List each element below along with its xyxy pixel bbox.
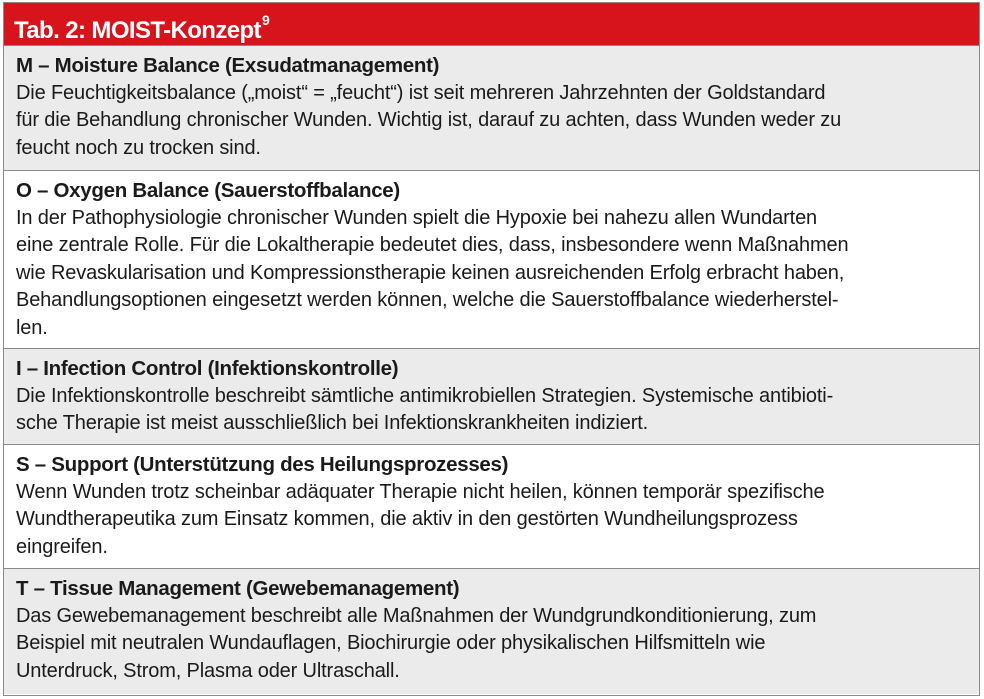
row-heading: S – Support (Unterstützung des Heilungsprozesses) (16, 453, 509, 476)
text-line: für die Behandlung chronischer Wunden. Wichtig ist, darauf zu achten, dass Wunden weder zu (16, 109, 842, 131)
text-line: len. (16, 316, 48, 339)
row-infection-control (4, 348, 979, 444)
text-line: feucht noch zu trocken sind. (16, 136, 261, 159)
text-line: Wundtherapeutika zum Einsatz kommen, die aktiv in den gestörten Wundheilungsprozess (16, 508, 798, 530)
text-line: eingreifen. (16, 535, 108, 558)
table-title: Tab. 2: MOIST-Konzept (14, 17, 261, 44)
text-line: Das Gewebemanagement beschreibt alle Maßnahmen der Wundgrundkonditionierung, zum (16, 604, 817, 627)
footnote-marker: 9 (261, 12, 270, 28)
text-line: Die Infektionskontrolle beschreibt sämtliche antimikrobiellen Strategien. Systemische antibioti- (16, 384, 834, 407)
text-line: Beispiel mit neutralen Wundauflagen, Biochirurgie oder physikalischen Hilfsmitteln wie (16, 632, 766, 654)
row-text (16, 80, 967, 163)
row-heading: O – Oxygen Balance (Sauerstoffbalance) (16, 179, 400, 202)
row-heading: I – Infection Control (Infektionskontrolle) (16, 357, 399, 380)
moist-table (3, 2, 980, 696)
row-text (16, 205, 967, 343)
row-heading: T – Tissue Management (Gewebemanagement) (16, 577, 460, 600)
text-line: sche Therapie ist meist ausschließlich bei Infektionskrankheiten indiziert. (16, 412, 649, 434)
text-line: Behandlungsoptionen eingesetzt werden können, welche die Sauerstoffbalance wiederherstel- (16, 289, 839, 311)
row-moisture-balance (4, 45, 979, 170)
row-tissue-management (4, 568, 979, 694)
text-line: Wenn Wunden trotz scheinbar adäquater Therapie nicht heilen, können temporär spezifische (16, 480, 825, 503)
text-line: eine zentrale Rolle. Für die Lokaltherapie bedeutet dies, dass, insbesondere wenn Maßnahmen (16, 234, 849, 256)
text-line: In der Pathophysiologie chronischer Wunden spielt die Hypoxie bei nahezu allen Wundarten (16, 206, 818, 229)
row-oxygen-balance (4, 170, 979, 348)
text-line: Unterdruck, Strom, Plasma oder Ultraschall. (16, 659, 400, 682)
row-text (16, 603, 967, 686)
table-title-bar (4, 3, 979, 45)
row-text (16, 479, 967, 562)
row-heading: M – Moisture Balance (Exsudatmanagement) (16, 54, 440, 77)
row-support (4, 444, 979, 568)
text-line: Die Feuchtigkeitsbalance („moist“ = „feucht“) ist seit mehreren Jahrzehnten der Goldstandard (16, 81, 826, 104)
row-text (16, 383, 967, 438)
text-line: wie Revaskularisation und Kompressionstherapie keinen ausreichenden Erfolg erbracht haben, (16, 261, 845, 284)
